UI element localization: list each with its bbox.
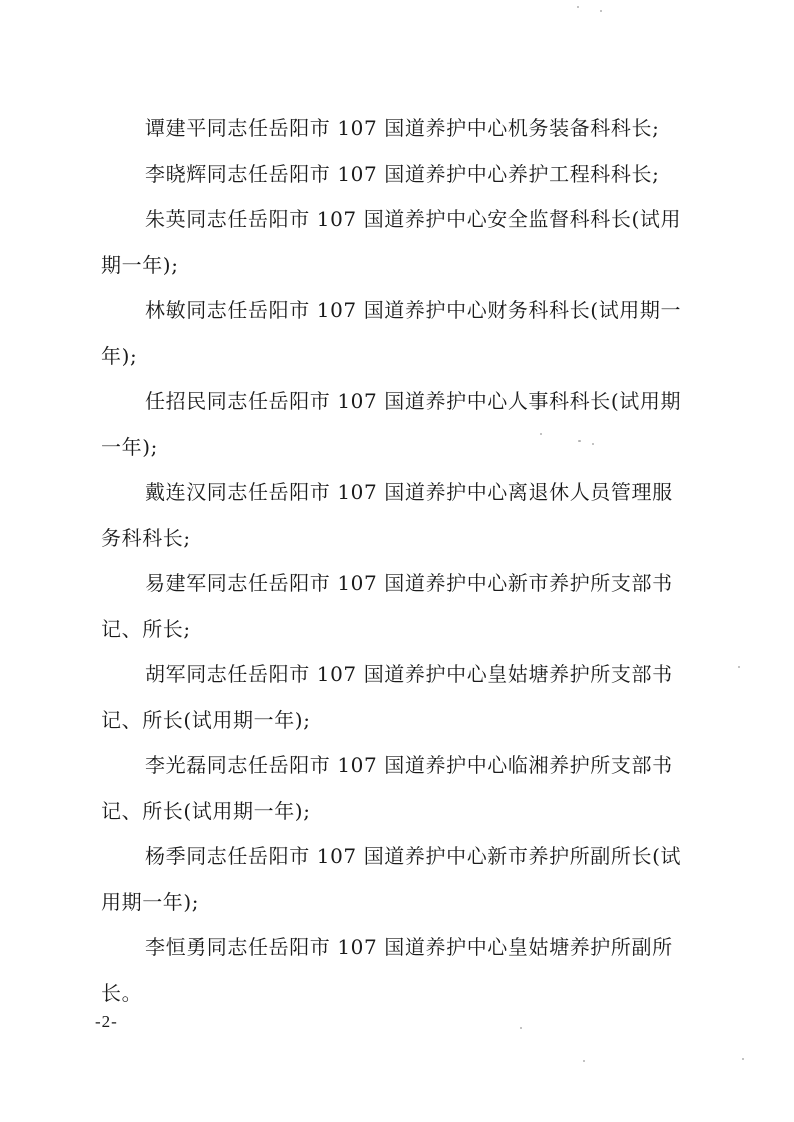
text-line: 易建军同志任岳阳市 107 国道养护中心新市养护所支部书 <box>145 571 673 595</box>
text-line: 戴连汉同志任岳阳市 107 国道养护中心离退休人员管理服 <box>145 480 673 504</box>
text-line: 杨季同志任岳阳市 107 国道养护中心新市养护所副所长(试 <box>145 844 682 868</box>
scan-speck <box>600 10 602 12</box>
scan-speck <box>738 666 740 668</box>
scan-speck <box>520 1027 522 1029</box>
text-line: 务科科长; <box>101 525 191 550</box>
text-line: 胡军同志任岳阳市 107 国道养护中心皇姑塘养护所支部书 <box>145 662 673 686</box>
text-line: 任招民同志任岳阳市 107 国道养护中心人事科科长(试用期 <box>145 389 682 413</box>
text-line: 朱英同志任岳阳市 107 国道养护中心安全监督科科长(试用 <box>145 207 682 231</box>
text-line: 林敏同志任岳阳市 107 国道养护中心财务科科长(试用期一 <box>145 298 682 322</box>
text-line: 期一年); <box>101 252 179 277</box>
text-line: 李恒勇同志任岳阳市 107 国道养护中心皇姑塘养护所副所 <box>145 935 673 959</box>
text-line: 谭建平同志任岳阳市 107 国道养护中心机务装备科科长; <box>145 116 660 140</box>
text-line: 长。 <box>101 980 143 1005</box>
appointment-list <box>101 106 691 1016</box>
scan-speck <box>583 1060 585 1062</box>
text-line: 记、所长; <box>101 616 191 641</box>
text-line: 年); <box>101 343 138 368</box>
text-line: 记、所长(试用期一年); <box>101 798 311 823</box>
scan-speck <box>742 1058 744 1060</box>
text-line: 一年); <box>101 434 158 459</box>
scan-speck <box>592 443 594 445</box>
scan-speck <box>578 440 581 442</box>
text-line: 记、所长(试用期一年); <box>101 707 311 732</box>
text-line: 李晓辉同志任岳阳市 107 国道养护中心养护工程科科长; <box>145 161 660 186</box>
text-line: 用期一年); <box>101 889 200 914</box>
scan-speck <box>540 433 542 435</box>
text-line: 李光磊同志任岳阳市 107 国道养护中心临湘养护所支部书 <box>145 753 673 777</box>
scan-speck <box>577 6 579 8</box>
page-number: -2- <box>95 1012 118 1031</box>
